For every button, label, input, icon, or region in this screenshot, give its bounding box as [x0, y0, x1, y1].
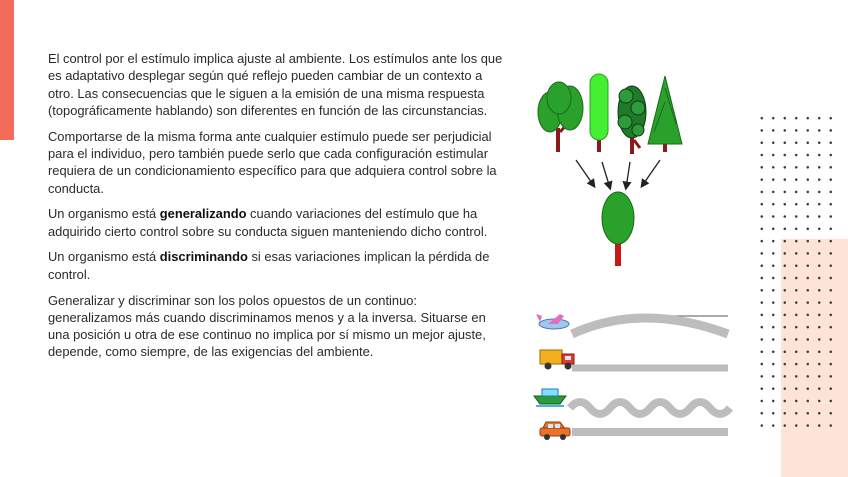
dot-grid-decoration — [756, 112, 836, 432]
round-tree-icon — [538, 82, 583, 152]
truck-icon — [540, 350, 574, 370]
left-accent-bar — [0, 0, 14, 140]
body-text — [48, 50, 504, 369]
vehicle-tracks-illustration — [530, 312, 736, 442]
arrows — [576, 160, 660, 188]
paragraph-generalizing: Un organismo está generalizando cuando variaciones del estímulo que ha adquirido cierto control sobre su conducta siguen manteniendo dicho control. — [48, 206, 488, 239]
paragraph-discriminating: Un organismo está discriminando si esas variaciones implican la pérdida de control. — [48, 249, 490, 282]
boat-icon — [534, 389, 566, 406]
tall-bright-tree-icon — [590, 74, 608, 152]
pine-tree-icon — [648, 76, 682, 152]
paragraph-same-behavior: Comportarse de la misma forma ante cualquier estímulo puede ser perjudicial para el individuo, pero también puede serlo que cada configuración estimular requiera de un condicionamiento específico para que adquiera control sobre la conducta. — [48, 128, 497, 196]
target-tree-icon — [602, 192, 634, 266]
airplane-icon — [536, 314, 569, 329]
dense-tree-icon — [618, 86, 646, 154]
term-generalizando: generalizando — [159, 206, 247, 222]
paragraph-continuum: Generalizar y discriminar son los polos opuestos de un continuo: generalizamos más cuando discriminamos menos y a la inversa. Situarse en una posición u otra de ese continuo no implica por sí mismo un mejor ajuste, depende, como siempre, de las exigencias del ambiente. — [48, 292, 486, 360]
term-discriminando: discriminando — [159, 249, 248, 265]
paragraph-stimulus-control: El control por el estímulo implica ajuste al ambiente. Los estímulos ante los que es adaptativo desplegar según qué reflejo pueden cambiar de un contexto a otro. Las consecuencias que le siguen a la emisión de una misma respuesta (topográficamente hablando) son diferentes en función de las circunstancias. — [48, 51, 503, 118]
tree-generalization-illustration — [530, 68, 690, 272]
car-icon — [540, 422, 570, 440]
